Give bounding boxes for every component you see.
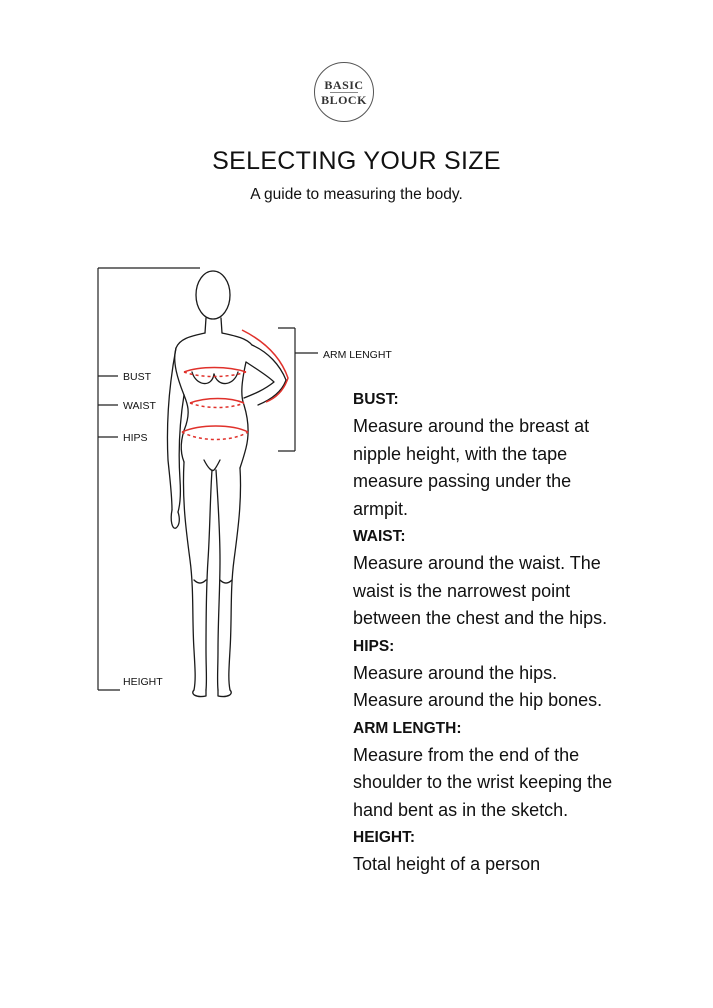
arm-measure-line bbox=[242, 330, 288, 402]
hips-measure-back bbox=[182, 432, 248, 440]
guide-heading-hips: HIPS: bbox=[353, 637, 395, 655]
label-waist: WAIST bbox=[123, 400, 156, 412]
guide-heading-bust: BUST: bbox=[353, 391, 399, 408]
height-bracket bbox=[98, 268, 200, 690]
guide-text-height: Total height of a person bbox=[353, 854, 541, 874]
label-height: HEIGHT bbox=[123, 676, 163, 688]
hips-measure-line bbox=[182, 426, 248, 432]
label-bust: BUST bbox=[123, 371, 152, 383]
page-title: SELECTING YOUR SIZE bbox=[212, 147, 501, 175]
guide-section-height bbox=[353, 824, 683, 879]
label-arm-length: ARM LENGHT bbox=[323, 349, 392, 361]
guide-section-hips bbox=[353, 633, 683, 715]
brand-logo-line2: BLOCK bbox=[321, 92, 367, 107]
measure-lines bbox=[182, 330, 288, 440]
waist-measure-line bbox=[190, 399, 244, 404]
brand-logo-line1: BASIC bbox=[324, 77, 364, 92]
brand-logo bbox=[314, 62, 374, 122]
guide-heading-waist: WAIST: bbox=[353, 528, 406, 545]
guide-section-arm-length bbox=[353, 715, 683, 825]
guide-section-waist bbox=[353, 523, 683, 633]
arm-bracket bbox=[278, 328, 318, 451]
guide-heading-arm-length: ARM LENGTH: bbox=[353, 719, 462, 737]
waist-measure-back bbox=[190, 403, 244, 408]
label-hips: HIPS bbox=[123, 432, 148, 444]
guide-text-bust: Measure around the breast at nipple height, with the tape measure passing under the armpit. bbox=[353, 416, 590, 519]
guide-heading-height: HEIGHT: bbox=[353, 829, 415, 846]
body-figure bbox=[167, 271, 286, 697]
guide-text-hips: Measure around the hips. Measure around the hip bones. bbox=[353, 662, 603, 710]
guide-section-bust bbox=[353, 386, 683, 523]
body-measurement-diagram bbox=[0, 240, 392, 710]
guide-text-waist: Measure around the waist. The waist is the narrowest point between the chest and the hips. bbox=[353, 553, 608, 628]
measurement-guide bbox=[353, 386, 683, 879]
page-subtitle: A guide to measuring the body. bbox=[250, 186, 463, 203]
guide-text-arm-length: Measure from the end of the shoulder to the wrist keeping the hand bent as in the sketch. bbox=[353, 744, 613, 820]
bust-measure-line bbox=[184, 368, 246, 373]
